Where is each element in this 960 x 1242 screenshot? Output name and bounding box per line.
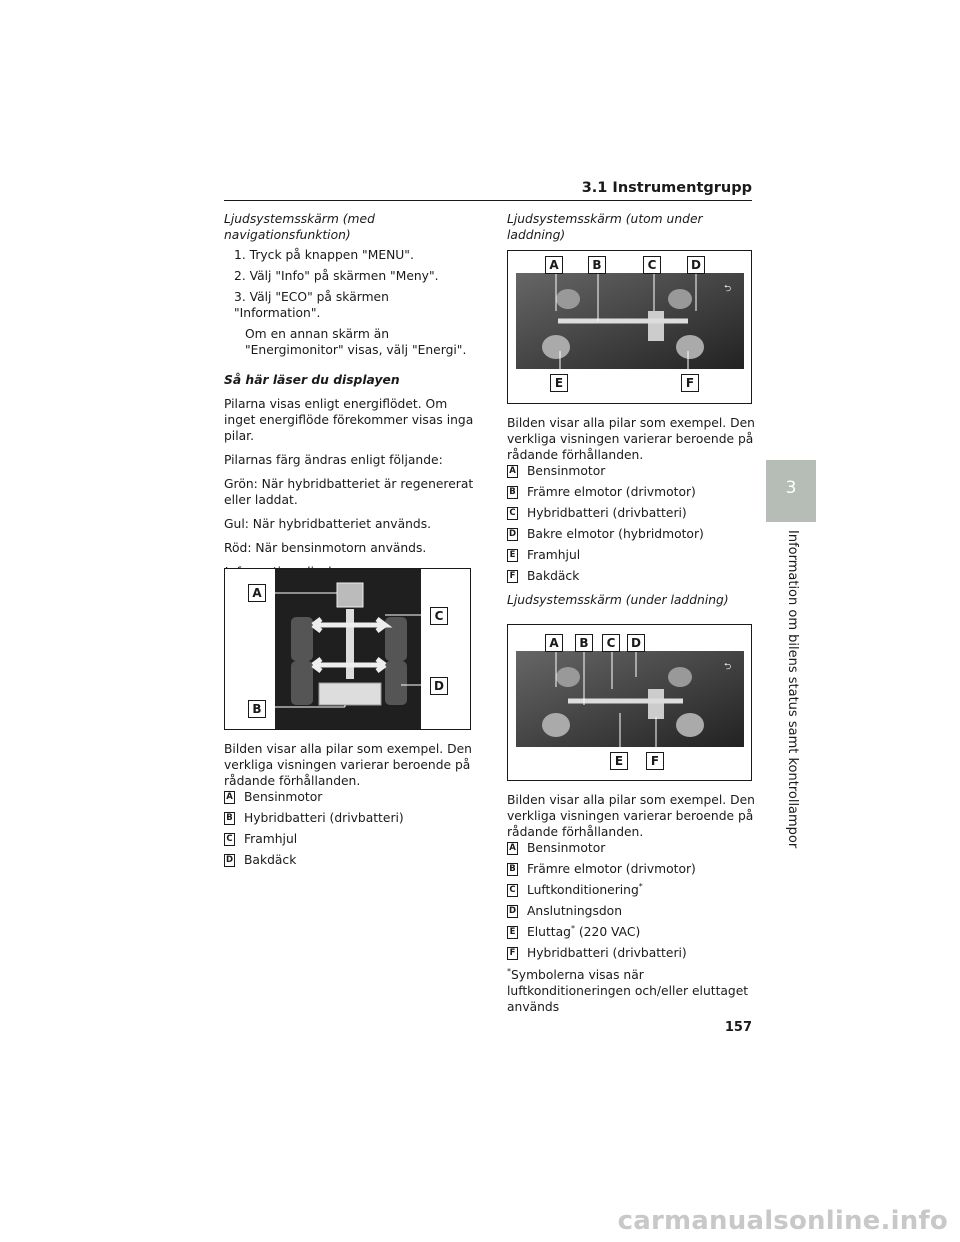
legend-item <box>507 861 757 877</box>
paragraph: Pilarna visas enligt energiflödet. Om inget energiflöde förekommer visas inga pilar. <box>224 397 474 443</box>
right-caption-block-2 <box>507 792 757 1015</box>
legend-label <box>527 882 643 898</box>
footnote <box>507 967 757 1015</box>
legend-key: D <box>508 528 517 539</box>
legend-key: C <box>224 833 235 846</box>
legend-label: Framhjul <box>527 548 581 562</box>
legend-item <box>224 789 474 805</box>
header-rule <box>224 200 752 201</box>
legend-list <box>224 789 474 868</box>
chapter-title: Information om bilens status samt kontrollampor <box>785 530 800 849</box>
legend-list <box>507 840 757 961</box>
chapter-tab <box>766 460 816 522</box>
legend-label: Anslutningsdon <box>527 904 622 918</box>
legend-label: Bakdäck <box>527 569 580 583</box>
legend-item <box>224 831 474 847</box>
legend-text: Eluttag <box>527 925 571 939</box>
legend-key: B <box>224 812 235 825</box>
callout-b: B <box>248 700 266 718</box>
callout-c: C <box>602 634 620 652</box>
legend-key: A <box>224 791 235 804</box>
footnote-marker: * <box>570 923 575 933</box>
legend-label: Bensinmotor <box>244 790 323 804</box>
callout-a: A <box>545 634 563 652</box>
legend-item <box>507 547 757 563</box>
step-continuation: Om en annan skärm än "Energimonitor" visas, välj "Energi". <box>245 327 467 357</box>
figure-caption: Bilden visar alla pilar som exempel. Den verkliga visningen varierar beroende på rådande förhållanden. <box>507 793 755 839</box>
audio-screen-figure-1 <box>507 250 752 404</box>
callout-f: F <box>646 752 664 770</box>
legend-key: B <box>507 863 518 876</box>
legend-key: F <box>507 947 518 960</box>
footnote-marker: * <box>638 881 643 891</box>
section-heading: Så här läser du displayen <box>224 373 400 387</box>
legend-key: C <box>507 884 518 897</box>
legend-label: Bakdäck <box>244 853 297 867</box>
step-item: 2. Välj "Info" på skärmen "Meny". <box>234 269 439 283</box>
callout-a: A <box>248 584 266 602</box>
legend-label: Bensinmotor <box>527 841 606 855</box>
legend-key: A <box>507 842 518 855</box>
step-item: 3. Välj "ECO" på skärmen "Information". <box>234 290 389 320</box>
paragraph: Grön: När hybridbatteriet är regenererat eller laddat. <box>224 477 474 507</box>
legend-item <box>507 903 757 919</box>
watermark: carmanualsonline.info <box>617 1206 948 1236</box>
figure-caption: Bilden visar alla pilar som exempel. Den verkliga visningen varierar beroende på rådande förhållanden. <box>224 742 472 788</box>
legend-key: A <box>507 465 518 478</box>
legend-label: Bensinmotor <box>527 464 606 478</box>
legend-item <box>507 463 757 479</box>
right-caption-block-1 <box>507 415 757 608</box>
paragraph: Gul: När hybridbatteriet används. <box>224 517 432 531</box>
legend-item <box>224 852 474 868</box>
callout-d: D <box>687 256 705 274</box>
svg-text:⮌: ⮌ <box>724 662 732 672</box>
page-number: 157 <box>724 1020 752 1035</box>
figure-caption: Bilden visar alla pilar som exempel. Den verkliga visningen varierar beroende på rådande förhållanden. <box>507 416 755 462</box>
callout-d: D <box>627 634 645 652</box>
svg-text:⮌: ⮌ <box>724 284 732 294</box>
legend-item <box>507 484 757 500</box>
right-subheading-1: Ljudsystemsskärm (utom under laddning) <box>507 212 703 242</box>
legend-label: Hybridbatteri (drivbatteri) <box>527 506 687 520</box>
legend-item <box>224 810 474 826</box>
legend-item <box>507 505 757 521</box>
legend-item <box>507 882 757 898</box>
chapter-number: 3 <box>785 478 797 498</box>
callout-c: C <box>430 607 448 625</box>
callout-f: F <box>681 374 699 392</box>
legend-key: D <box>225 854 234 865</box>
callout-e: E <box>610 752 628 770</box>
legend-label: Främre elmotor (drivmotor) <box>527 862 696 876</box>
footnote-text: Symbolerna visas när luftkonditioneringen och/eller eluttaget används <box>507 968 749 1014</box>
left-caption-block <box>224 741 474 868</box>
nav-title: Ljudsystemsskärm (med navigationsfunktion) <box>224 212 375 242</box>
legend-label: Främre elmotor (drivmotor) <box>527 485 696 499</box>
legend-item <box>507 526 757 542</box>
legend-label: Hybridbatteri (drivbatteri) <box>527 946 687 960</box>
legend-key: C <box>507 507 518 520</box>
callout-b: B <box>588 256 606 274</box>
legend-key: B <box>507 486 518 499</box>
legend-label: Framhjul <box>244 832 298 846</box>
paragraph: Pilarnas färg ändras enligt följande: <box>224 453 443 467</box>
legend-key: D <box>508 905 517 916</box>
legend-label: Hybridbatteri (drivbatteri) <box>244 811 404 825</box>
page-header <box>224 180 752 202</box>
legend-text: Luftkonditionering <box>527 883 639 897</box>
callout-c: C <box>643 256 661 274</box>
legend-suffix: (220 VAC) <box>574 925 641 939</box>
legend-list <box>507 463 757 584</box>
subheading: Ljudsystemsskärm (under laddning) <box>507 593 729 607</box>
legend-key: E <box>507 549 518 562</box>
section-title: 3.1 Instrumentgrupp <box>581 180 752 196</box>
legend-item <box>507 924 757 940</box>
callout-d: D <box>430 677 448 695</box>
chapter-title-vertical <box>776 530 806 849</box>
callout-e: E <box>550 374 568 392</box>
left-column <box>224 211 474 580</box>
footnote-marker: * <box>507 966 511 976</box>
steps-list <box>224 247 474 358</box>
legend-key: E <box>507 926 518 939</box>
legend-key: F <box>507 570 518 583</box>
callout-a: A <box>545 256 563 274</box>
step-item: 1. Tryck på knappen "MENU". <box>234 248 414 262</box>
legend-label: Bakre elmotor (hybridmotor) <box>527 527 704 541</box>
legend-item <box>507 568 757 584</box>
paragraph: Röd: När bensinmotorn används. <box>224 541 427 555</box>
legend-item <box>507 945 757 961</box>
legend-item <box>507 840 757 856</box>
callout-b: B <box>575 634 593 652</box>
legend-label <box>527 924 640 940</box>
